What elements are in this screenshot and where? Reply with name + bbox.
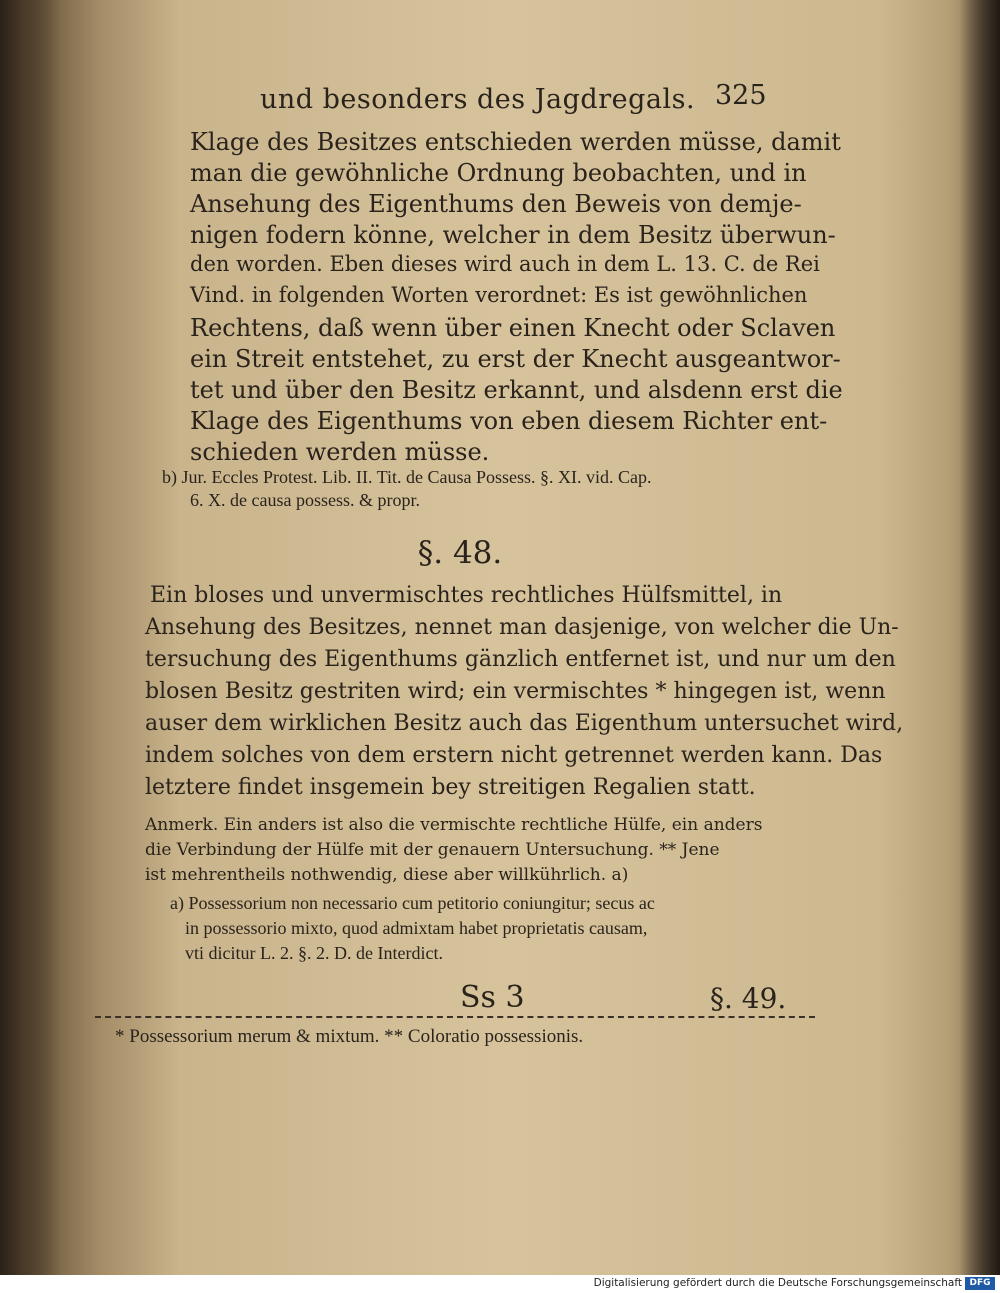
annotation-line: Anmerk. Ein anders ist also die vermischte rechtliche Hülfe, ein anders xyxy=(145,815,763,835)
paragraph-line: Ein bloses und unvermischtes rechtliches Hülfsmittel, in xyxy=(150,583,783,608)
text-line: nigen fodern könne, welcher in dem Besitz überwun- xyxy=(190,221,836,249)
funding-credit: Digitalisierung gefördert durch die Deutsche Forschungsgemeinschaft xyxy=(593,1277,962,1289)
paragraph-line: tersuchung des Eigenthums gänzlich entfernet ist, und nur um den xyxy=(145,647,896,672)
section-heading: §. 48. xyxy=(417,535,503,571)
footnote-a-line: a) Possessorium non necessario cum petitorio coniungitur; secus ac xyxy=(170,893,655,913)
text-line: Ansehung des Eigenthums den Beweis von demje- xyxy=(190,190,802,218)
running-head: und besonders des Jagdregals. xyxy=(260,84,696,115)
book-page xyxy=(50,20,980,1270)
dfg-logo: DFG xyxy=(965,1277,995,1290)
paragraph-line: auser dem wirklichen Besitz auch das Eigenthum untersuchet wird, xyxy=(145,711,904,736)
text-line: Klage des Eigenthums von eben diesem Richter ent- xyxy=(190,407,828,435)
bottom-footnote: * Possessorium merum & mixtum. ** Coloratio possessionis. xyxy=(115,1026,584,1047)
text-line: Klage des Besitzes entschieden werden müsse, damit xyxy=(190,128,841,156)
footnote-rule xyxy=(95,1016,815,1018)
signature-mark: Ss 3 xyxy=(460,980,525,1015)
paragraph-line: letztere findet insgemein bey streitigen Regalien statt. xyxy=(145,775,756,800)
text-line: man die gewöhnliche Ordnung beobachten, und in xyxy=(190,159,807,187)
text-line: den worden. Eben dieses wird auch in dem L. 13. C. de Rei xyxy=(190,252,820,276)
catchword: §. 49. xyxy=(710,982,787,1015)
text-line: Vind. in folgenden Worten verordnet: Es ist gewöhnlichen xyxy=(190,283,808,307)
footnote-a-line: in possessorio mixto, quod admixtam habet proprietatis causam, xyxy=(185,918,648,938)
page-number: 325 xyxy=(715,80,767,111)
paragraph-line: blosen Besitz gestriten wird; ein vermischtes * hingegen ist, wenn xyxy=(145,679,886,704)
text-line: ein Streit entstehet, zu erst der Knecht ausgeantwor- xyxy=(190,345,841,373)
annotation-line: die Verbindung der Hülfe mit der genauern Untersuchung. ** Jene xyxy=(145,840,720,860)
annotation-line: ist mehrentheils nothwendig, diese aber willkührlich. a) xyxy=(145,865,629,885)
text-line: Rechtens, daß wenn über einen Knecht oder Sclaven xyxy=(190,314,836,342)
text-line: schieden werden müsse. xyxy=(190,438,490,466)
paragraph-line: indem solches von dem erstern nicht getrennet werden kann. Das xyxy=(145,743,883,768)
footnote-b-line: 6. X. de causa possess. & propr. xyxy=(190,490,420,510)
footnote-b-line: b) Jur. Eccles Protest. Lib. II. Tit. de Causa Possess. §. XI. vid. Cap. xyxy=(162,467,652,487)
footnote-a-line: vti dicitur L. 2. §. 2. D. de Interdict. xyxy=(185,943,443,963)
text-line: tet und über den Besitz erkannt, und alsdenn erst die xyxy=(190,376,843,404)
paragraph-line: Ansehung des Besitzes, nennet man dasjenige, von welcher die Un- xyxy=(145,615,899,640)
